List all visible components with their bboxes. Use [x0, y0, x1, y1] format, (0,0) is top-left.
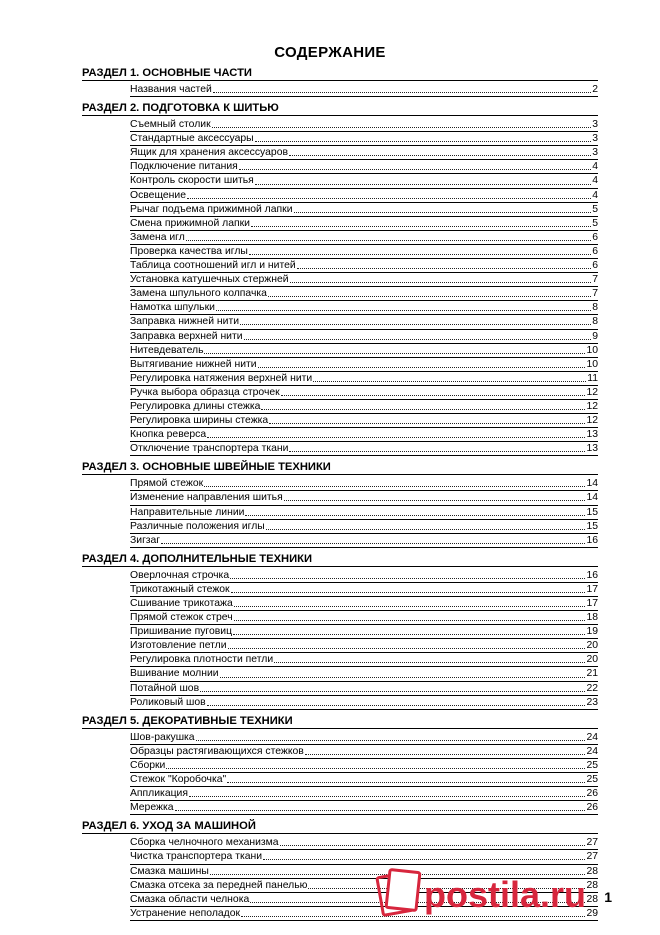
dot-leader	[200, 683, 585, 692]
dot-leader	[266, 521, 586, 530]
entry-label: Ящик для хранения аксессуаров	[130, 147, 288, 159]
entry-label: Ручка выбора образца строчек	[130, 386, 280, 398]
section-heading[interactable]: РАЗДЕЛ 2. ПОДГОТОВКА К ШИТЬЮ	[82, 101, 598, 116]
dot-leader	[204, 345, 585, 354]
dot-leader	[207, 429, 585, 438]
toc-entry[interactable]	[130, 83, 598, 97]
entry-page: 29	[586, 907, 598, 919]
toc-entry[interactable]	[130, 132, 598, 146]
entry-page: 28	[586, 879, 598, 891]
entry-label: Регулировка натяжения верхней нити	[130, 372, 313, 384]
dot-leader	[281, 387, 586, 396]
entry-label: Рычаг подъема прижимной лапки	[130, 203, 293, 215]
entry-page: 20	[586, 640, 598, 652]
entry-label: Заправка нижней нити	[130, 316, 240, 328]
section-heading[interactable]: РАЗДЕЛ 4. ДОПОЛНИТЕЛЬНЫЕ ТЕХНИКИ	[82, 552, 598, 567]
entry-page: 8	[592, 302, 598, 314]
entry-page: 4	[592, 161, 598, 173]
entry-label: Пришивание пуговиц	[130, 626, 233, 638]
entry-page: 27	[586, 837, 598, 849]
entry-label: Прямой стежок	[130, 478, 204, 490]
entry-page: 13	[586, 443, 598, 455]
dot-leader	[234, 612, 586, 621]
entry-page: 19	[586, 626, 598, 638]
entry-label: Сборка челночного механизма	[130, 837, 279, 849]
toc-entry[interactable]	[130, 639, 598, 653]
entry-page: 14	[586, 478, 598, 490]
toc-entry[interactable]	[130, 386, 598, 400]
dot-leader	[268, 288, 591, 297]
entry-page: 14	[586, 492, 598, 504]
entry-label: Смазка отсека за передней панелью	[130, 879, 308, 891]
dot-leader	[280, 837, 586, 846]
entry-page: 12	[586, 415, 598, 427]
toc-section-5	[82, 714, 598, 816]
entry-page: 3	[592, 119, 598, 131]
entry-label: Замена шпульного колпачка	[130, 288, 267, 300]
toc-entry[interactable]	[130, 414, 598, 428]
dot-leader	[233, 626, 585, 635]
toc-entry[interactable]	[130, 583, 598, 597]
entry-page: 26	[586, 788, 598, 800]
toc-entry[interactable]	[130, 506, 598, 520]
entry-page: 4	[592, 175, 598, 187]
toc-entry[interactable]	[130, 696, 598, 710]
section-heading[interactable]: РАЗДЕЛ 1. ОСНОВНЫЕ ЧАСТИ	[82, 66, 598, 81]
entry-page: 18	[586, 612, 598, 624]
dot-leader	[269, 415, 585, 424]
toc-section-1	[82, 66, 598, 97]
toc-entry[interactable]	[130, 682, 598, 696]
toc-entry[interactable]	[130, 372, 598, 386]
entry-page: 2	[592, 84, 598, 95]
dot-leader	[240, 316, 591, 325]
entry-label: Потайной шов	[130, 682, 200, 694]
dot-leader	[228, 640, 586, 649]
entry-label: Прямой стежок стреч	[130, 612, 233, 624]
page-number: 1	[604, 889, 612, 905]
toc-entry[interactable]	[130, 442, 598, 456]
entry-label: Трикотажный стежок	[130, 583, 230, 595]
entry-page: 5	[592, 217, 598, 229]
entry-label: Оверлочная строчка	[130, 569, 230, 581]
entry-label: Замена игл	[130, 231, 185, 243]
dot-leader	[251, 218, 591, 227]
toc-entry[interactable]	[130, 400, 598, 414]
entry-page: 4	[592, 189, 598, 201]
entry-label: Стандартные аксессуары	[130, 133, 254, 145]
entry-page: 17	[586, 598, 598, 609]
dot-leader	[175, 802, 586, 811]
dot-leader	[255, 176, 591, 185]
entry-page: 7	[592, 288, 598, 300]
toc-entry[interactable]	[130, 358, 598, 372]
entry-page: 28	[586, 865, 598, 877]
dot-leader	[290, 274, 592, 283]
entry-label: Изготовление петли	[130, 640, 227, 652]
dot-leader	[255, 133, 592, 142]
entry-page: 17	[586, 583, 598, 595]
toc-entry[interactable]	[130, 146, 598, 160]
dot-leader	[261, 401, 585, 410]
entry-label: Регулировка длины стежка	[130, 400, 261, 412]
dot-leader	[294, 204, 592, 213]
entry-label: Зигзаг	[130, 534, 161, 546]
watermark-text: postila.ru	[424, 874, 587, 915]
dot-leader	[313, 373, 586, 382]
toc-entry[interactable]	[130, 759, 598, 773]
dot-leader	[231, 584, 586, 593]
entry-label: Заправка верхней нити	[130, 330, 243, 342]
entry-label: Подключение питания	[130, 161, 238, 173]
toc-entry[interactable]	[130, 731, 598, 745]
toc-entry[interactable]	[130, 287, 598, 301]
entry-label: Намотка шпульки	[130, 302, 215, 314]
entry-page: 16	[586, 569, 598, 581]
entry-label: Съемный столик	[130, 119, 211, 131]
entry-label: Регулировка плотности петли	[130, 654, 274, 666]
toc-entry[interactable]	[130, 330, 598, 344]
entry-page: 10	[586, 344, 598, 356]
dot-leader	[234, 598, 586, 607]
toc-entry[interactable]	[130, 245, 598, 259]
entry-page: 5	[592, 203, 598, 215]
toc-section-3	[82, 460, 598, 547]
toc-entry[interactable]	[130, 520, 598, 534]
entry-label: Сшивание трикотажа	[130, 598, 233, 609]
dot-leader	[186, 232, 591, 241]
entry-page: 3	[592, 147, 598, 159]
entry-page: 12	[586, 386, 598, 398]
entry-page: 9	[592, 330, 598, 342]
toc-section-2	[82, 101, 598, 456]
entry-label: Регулировка ширины стежка	[130, 415, 269, 427]
dot-leader	[220, 669, 586, 678]
entry-page: 12	[586, 400, 598, 412]
entry-label: Нитевдеватель	[130, 344, 204, 356]
toc-entry[interactable]	[130, 160, 598, 174]
entry-label: Кнопка реверса	[130, 429, 207, 441]
entry-page: 3	[592, 133, 598, 145]
entry-page: 24	[586, 745, 598, 757]
dot-leader	[289, 443, 585, 452]
dot-leader	[166, 760, 585, 769]
entry-page: 27	[586, 851, 598, 863]
dot-leader	[274, 654, 585, 663]
table-of-contents	[82, 66, 598, 921]
entry-page: 6	[592, 245, 598, 257]
toc-entry[interactable]	[130, 217, 598, 231]
toc-entry[interactable]	[130, 667, 598, 681]
watermark-logo	[372, 851, 604, 927]
dot-leader	[227, 774, 585, 783]
dot-leader	[207, 697, 586, 706]
entry-page: 10	[586, 358, 598, 370]
entry-page: 6	[592, 260, 598, 272]
entry-label: Шов-ракушка	[130, 731, 195, 743]
dot-leader	[189, 788, 585, 797]
entry-page: 8	[592, 316, 598, 328]
toc-entry[interactable]	[130, 189, 598, 203]
entry-label: Отключение транспортера ткани	[130, 443, 289, 455]
entry-page: 15	[586, 520, 598, 532]
dot-leader	[196, 732, 586, 741]
entry-label: Образцы растягивающихся стежков	[130, 745, 304, 757]
dot-leader	[245, 507, 585, 516]
dot-leader	[244, 331, 592, 340]
page-title: СОДЕРЖАНИЕ	[274, 44, 386, 61]
entry-label: Вшивание молнии	[130, 668, 219, 680]
entry-label: Названия частей	[130, 84, 212, 95]
dot-leader	[187, 190, 591, 199]
toc-entry[interactable]	[130, 801, 598, 815]
dot-leader	[230, 570, 585, 579]
entry-page: 16	[586, 534, 598, 546]
toc-entry[interactable]	[130, 259, 598, 273]
toc-entry[interactable]	[130, 787, 598, 801]
entry-label: Различные положения иглы	[130, 520, 265, 532]
toc-entry[interactable]	[130, 118, 598, 132]
toc-entry[interactable]	[130, 653, 598, 667]
section-heading[interactable]: РАЗДЕЛ 5. ДЕКОРАТИВНЫЕ ТЕХНИКИ	[82, 714, 598, 729]
toc-entry[interactable]	[130, 597, 598, 611]
entry-label: Устранение неполадок	[130, 907, 241, 919]
section-heading[interactable]: РАЗДЕЛ 3. ОСНОВНЫЕ ШВЕЙНЫЕ ТЕХНИКИ	[82, 460, 598, 475]
dot-leader	[297, 260, 592, 269]
section-heading[interactable]: РАЗДЕЛ 6. УХОД ЗА МАШИНОЙ	[82, 819, 598, 834]
entry-label: Освещение	[130, 189, 186, 201]
toc-section-4	[82, 552, 598, 710]
entry-page: 25	[586, 759, 598, 771]
entry-label: Установка катушечных стержней	[130, 274, 289, 286]
dot-leader	[284, 492, 586, 501]
dot-leader	[289, 147, 591, 156]
toc-entry[interactable]	[130, 273, 598, 287]
toc-entry[interactable]	[130, 174, 598, 188]
toc-entry[interactable]	[130, 625, 598, 639]
toc-entry[interactable]	[130, 315, 598, 329]
dot-leader	[249, 246, 591, 255]
entry-label: Чистка транспортера ткани	[130, 851, 263, 863]
dot-leader	[212, 119, 592, 128]
postila-logo-icon	[372, 851, 604, 927]
toc-entry[interactable]	[130, 611, 598, 625]
toc-entry[interactable]	[130, 745, 598, 759]
entry-label: Мережка	[130, 802, 174, 814]
toc-entry[interactable]	[130, 534, 598, 548]
entry-label: Стежок "Коробочка"	[130, 774, 227, 786]
toc-entry[interactable]	[130, 477, 598, 491]
dot-leader	[305, 746, 586, 755]
entry-label: Таблица соотношений игл и нитей	[130, 260, 296, 272]
entry-page: 28	[586, 893, 598, 905]
entry-label: Смазка области челнока	[130, 893, 250, 905]
entry-label: Смазка машины	[130, 865, 209, 877]
dot-leader	[204, 478, 585, 487]
toc-entry[interactable]	[130, 836, 598, 850]
toc-entry[interactable]	[130, 491, 598, 505]
entry-label: Роликовый шов	[130, 696, 206, 708]
toc-entry[interactable]	[130, 569, 598, 583]
entry-label: Проверка качества иглы	[130, 245, 248, 257]
dot-leader	[239, 161, 591, 170]
entry-label: Смена прижимной лапки	[130, 217, 250, 229]
entry-page: 21	[586, 668, 598, 680]
entry-page: 11	[587, 372, 598, 384]
dot-leader	[161, 535, 585, 544]
entry-label: Изменение направления шитья	[130, 492, 283, 504]
entry-page: 22	[586, 682, 598, 694]
entry-page: 20	[586, 654, 598, 666]
entry-label: Сборки	[130, 759, 166, 771]
entry-page: 13	[586, 429, 598, 441]
entry-label: Вытягивание нижней нити	[130, 358, 257, 370]
toc-entry[interactable]	[130, 203, 598, 217]
entry-label: Направительные линии	[130, 506, 245, 518]
toc-entry[interactable]	[130, 773, 598, 787]
entry-page: 15	[586, 506, 598, 518]
toc-entry[interactable]	[130, 344, 598, 358]
dot-leader	[213, 84, 591, 93]
entry-page: 7	[592, 274, 598, 286]
dot-leader	[258, 359, 586, 368]
entry-page: 26	[586, 802, 598, 814]
entry-page: 24	[586, 731, 598, 743]
entry-label: Аппликация	[130, 788, 188, 800]
toc-entry[interactable]	[130, 231, 598, 245]
toc-entry[interactable]	[130, 428, 598, 442]
dot-leader	[216, 302, 591, 311]
toc-entry[interactable]	[130, 301, 598, 315]
entry-page: 25	[586, 774, 598, 786]
entry-page: 23	[586, 696, 598, 708]
entry-page: 6	[592, 231, 598, 243]
entry-label: Контроль скорости шитья	[130, 175, 254, 187]
